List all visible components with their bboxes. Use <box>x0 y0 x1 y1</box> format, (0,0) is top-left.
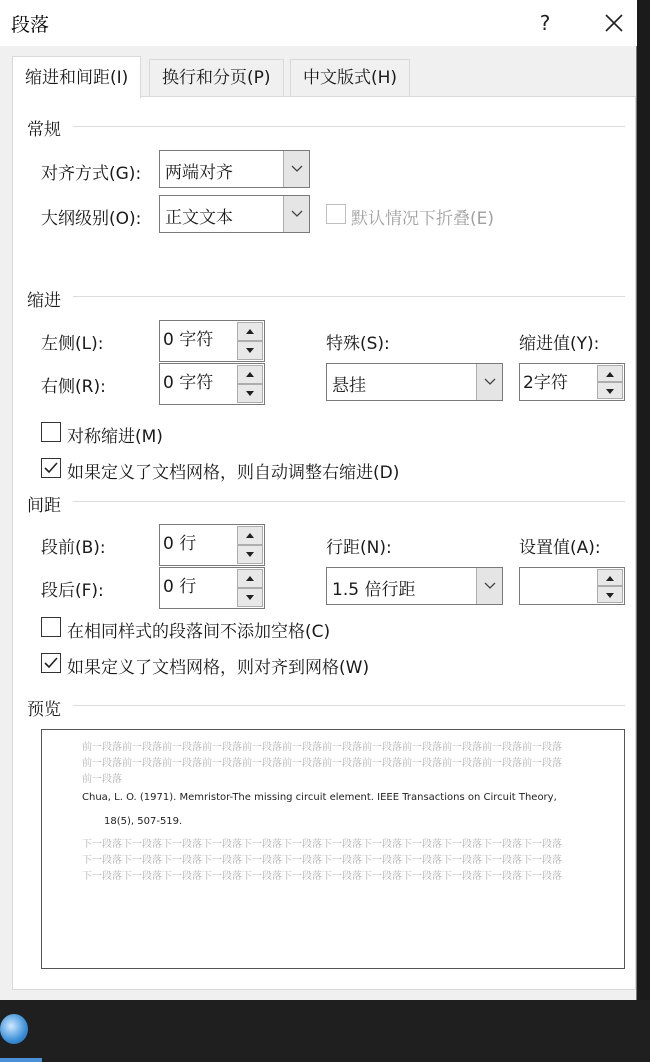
outline-level-select[interactable] <box>159 195 310 233</box>
spin-up-button[interactable] <box>597 569 623 586</box>
close-icon <box>605 14 623 32</box>
preview-heading: 预览 <box>27 695 65 720</box>
tab-line-page-breaks[interactable] <box>149 59 284 97</box>
outline-level-value: 正文文本 <box>165 208 233 228</box>
space-before-spinner[interactable] <box>159 524 265 566</box>
spin-down-button[interactable] <box>237 384 263 403</box>
no-space-same-style-label: 在相同样式的段落间不添加空格(C) <box>67 622 331 642</box>
indent-by-value: 2字符 <box>523 373 568 393</box>
special-label: 特殊(S): <box>326 334 390 354</box>
preview-box <box>41 729 625 969</box>
taskbar <box>0 1000 650 1062</box>
right-indent-label: 右侧(R): <box>41 377 106 397</box>
tab-label: 换行和分页(P) <box>162 68 271 88</box>
preview-next-paragraph: 下一段落下一段落下一段落下一段落下一段落下一段落下一段落下一段落下一段落下一段落下一段落下一段落下一段落下一段落下一段落下一段落下一段落下一段落下一段落下一段落下一段落下一段落下一段落下一段落下一段落下一段落下一段落下一段落下一段落下一段落下一段落下一段落下一段落下一段落下一段落下一段落 <box>82 839 562 882</box>
no-space-same-style-checkbox[interactable] <box>41 617 61 637</box>
mirror-indents-checkbox[interactable] <box>41 422 61 442</box>
divider <box>73 501 625 502</box>
right-indent-value: 0 字符 <box>163 373 214 393</box>
chevron-down-icon <box>476 364 502 400</box>
checkmark-icon <box>44 656 58 670</box>
spin-up-button[interactable] <box>237 322 263 341</box>
tab-label: 缩进和间距(I) <box>25 68 129 88</box>
chevron-down-icon <box>283 151 309 187</box>
general-heading: 常规 <box>27 115 65 140</box>
special-select[interactable] <box>326 363 503 401</box>
left-indent-value: 0 字符 <box>163 330 214 350</box>
collapse-checkbox[interactable] <box>326 204 346 224</box>
line-spacing-value: 1.5 倍行距 <box>332 580 416 600</box>
spin-up-button[interactable] <box>597 365 623 382</box>
special-value: 悬挂 <box>332 376 366 396</box>
spacing-at-spinner[interactable] <box>519 567 625 605</box>
left-indent-label: 左侧(L): <box>41 334 104 354</box>
indent-heading: 缩进 <box>27 286 65 311</box>
indent-by-label: 缩进值(Y): <box>519 334 600 354</box>
left-indent-spinner[interactable] <box>159 320 265 362</box>
title-bar <box>0 0 637 46</box>
alignment-label: 对齐方式(G): <box>41 164 142 184</box>
space-before-value: 0 行 <box>163 534 197 554</box>
line-spacing-select[interactable] <box>326 567 503 605</box>
preview-previous-paragraph: 前一段落前一段落前一段落前一段落前一段落前一段落前一段落前一段落前一段落前一段落前一段落前一段落前一段落前一段落前一段落前一段落前一段落前一段落前一段落前一段落前一段落前一段落前一段落前一段落前一段落 <box>82 742 562 785</box>
spin-down-button[interactable] <box>237 341 263 360</box>
divider <box>73 126 625 127</box>
indent-by-spinner[interactable] <box>519 363 625 401</box>
help-button[interactable]: ? <box>539 11 551 35</box>
spacing-at-label: 设置值(A): <box>519 538 601 558</box>
spin-up-button[interactable] <box>237 526 263 545</box>
right-indent-spinner[interactable] <box>159 363 265 405</box>
outline-level-label: 大纲级别(O): <box>41 209 142 229</box>
spin-up-button[interactable] <box>237 365 263 384</box>
close-button[interactable] <box>596 6 632 40</box>
active-app-indicator <box>0 1058 42 1062</box>
space-before-label: 段前(B): <box>41 538 106 558</box>
auto-right-indent-label: 如果定义了文档网格，则自动调整右缩进(D) <box>67 463 400 483</box>
globe-icon[interactable] <box>0 1014 28 1044</box>
mirror-indents-label: 对称缩进(M) <box>67 427 163 447</box>
preview-main-line-1: Chua, L. O. (1971). Memristor-The missing circuit element. IEEE Transactions on Circuit Theory, <box>82 792 557 803</box>
collapse-label: 默认情况下折叠(E) <box>351 209 495 229</box>
tab-panel <box>12 96 636 990</box>
alignment-value: 两端对齐 <box>165 163 233 183</box>
space-after-value: 0 行 <box>163 577 197 597</box>
spin-down-button[interactable] <box>597 382 623 399</box>
chevron-down-icon <box>476 568 502 604</box>
spin-down-button[interactable] <box>597 586 623 603</box>
chevron-down-icon <box>283 196 309 232</box>
tab-indents-spacing[interactable] <box>12 56 141 98</box>
alignment-select[interactable] <box>159 150 310 188</box>
spacing-heading: 间距 <box>27 491 65 516</box>
divider <box>73 296 625 297</box>
spin-down-button[interactable] <box>237 588 263 607</box>
tab-label: 中文版式(H) <box>303 68 398 88</box>
preview-main-line-2: 18(5), 507-519. <box>104 816 183 827</box>
dialog-title: 段落 <box>11 14 50 36</box>
snap-to-grid-checkbox[interactable] <box>41 653 61 673</box>
space-after-spinner[interactable] <box>159 567 265 609</box>
checkmark-icon <box>44 461 58 475</box>
space-after-label: 段后(F): <box>41 581 104 601</box>
line-spacing-label: 行距(N): <box>326 538 392 558</box>
tab-asian-typography[interactable] <box>290 59 410 97</box>
snap-to-grid-label: 如果定义了文档网格，则对齐到网格(W) <box>67 658 370 678</box>
spin-up-button[interactable] <box>237 569 263 588</box>
auto-right-indent-checkbox[interactable] <box>41 458 61 478</box>
spin-down-button[interactable] <box>237 545 263 564</box>
divider <box>73 705 625 706</box>
